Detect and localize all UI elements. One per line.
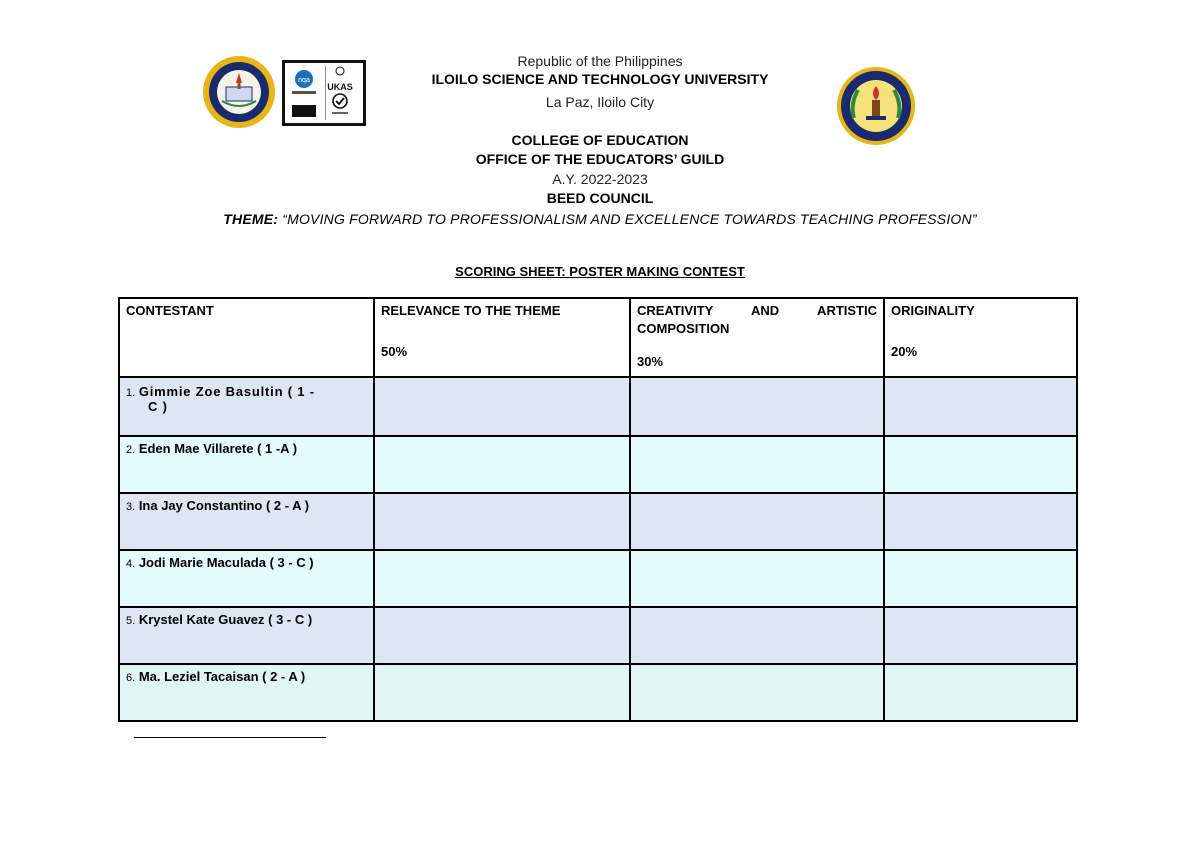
score-cell-creativity[interactable] [630,664,884,721]
score-cell-originality[interactable] [884,607,1077,664]
contestant-cell: 5. Krystel Kate Guavez ( 3 - C ) [119,607,374,664]
header-location: La Paz, Iloilo City [545,94,655,110]
score-cell-relevance[interactable] [374,436,630,493]
contestant-name: Ma. Leziel Tacaisan ( 2 - A ) [138,669,306,684]
table-row [119,664,1077,721]
contestant-name-cont: C ) [148,399,168,414]
contestant-name: Eden Mae Villarete ( 1 -A ) [138,441,298,456]
scoring-sheet-title: SCORING SHEET: POSTER MAKING CONTEST [455,264,745,279]
column-header-originality: ORIGINALITY 20% [884,298,1077,377]
column-header-creativity: CREATIVITY AND ARTISTIC COMPOSITION 30% [630,298,884,377]
header-council: BEED COUNCIL [546,190,654,206]
table-row [119,493,1077,550]
score-cell-originality[interactable] [884,436,1077,493]
header-theme [0,211,1200,228]
contestant-cell: 6. Ma. Leziel Tacaisan ( 2 - A ) [119,664,374,721]
column-header-relevance: RELEVANCE TO THE THEME 50% [374,298,630,377]
contestant-name: Ina Jay Constantino ( 2 - A ) [138,498,310,513]
weight-creativity: 30% [637,354,664,369]
header-office: OFFICE OF THE EDUCATORS’ GUILD [475,151,725,167]
score-cell-originality[interactable] [884,664,1077,721]
table-row [119,377,1077,436]
score-cell-relevance[interactable] [374,607,630,664]
header-university: ILOILO SCIENCE AND TECHNOLOGY UNIVERSITY [431,71,769,87]
table-row [119,436,1077,493]
column-header-contestant: CONTESTANT [119,298,374,377]
contestant-name: Krystel Kate Guavez ( 3 - C ) [138,612,313,627]
svg-text:UKAS: UKAS [327,82,353,92]
header-republic: Republic of the Philippines [517,53,683,69]
scoring-table [118,297,1078,722]
contestant-name: Jodi Marie Maculada ( 3 - C ) [138,555,314,570]
score-cell-creativity[interactable] [630,493,884,550]
table-row [119,550,1077,607]
score-cell-relevance[interactable] [374,493,630,550]
score-cell-creativity[interactable] [630,550,884,607]
theme-text: “MOVING FORWARD TO PROFESSIONALISM AND EXCELLENCE TOWARDS TEACHING PROFESSION” [278,211,977,227]
score-cell-creativity[interactable] [630,607,884,664]
score-cell-relevance[interactable] [374,550,630,607]
theme-label: THEME: [223,211,279,227]
contestant-cell: 2. Eden Mae Villarete ( 1 -A ) [119,436,374,493]
score-cell-relevance[interactable] [374,664,630,721]
signature-line[interactable] [134,737,326,738]
contestant-name: Gimmie Zoe Basultin ( 1 - [138,384,315,399]
score-cell-originality[interactable] [884,493,1077,550]
score-cell-relevance[interactable] [374,377,630,436]
score-cell-originality[interactable] [884,377,1077,436]
table-row [119,607,1077,664]
header-college: COLLEGE OF EDUCATION [511,132,689,148]
contestant-cell: 1. Gimmie Zoe Basultin ( 1 - C ) [119,377,374,436]
contestant-cell: 3. Ina Jay Constantino ( 2 - A ) [119,493,374,550]
table-header-row [119,298,1077,377]
weight-relevance: 50% [381,344,408,359]
score-cell-creativity[interactable] [630,377,884,436]
score-cell-creativity[interactable] [630,436,884,493]
score-cell-originality[interactable] [884,550,1077,607]
svg-text:nqa: nqa [298,77,310,84]
weight-originality: 20% [891,344,918,359]
header-academic-year: A.Y. 2022-2023 [552,171,648,187]
contestant-cell: 4. Jodi Marie Maculada ( 3 - C ) [119,550,374,607]
